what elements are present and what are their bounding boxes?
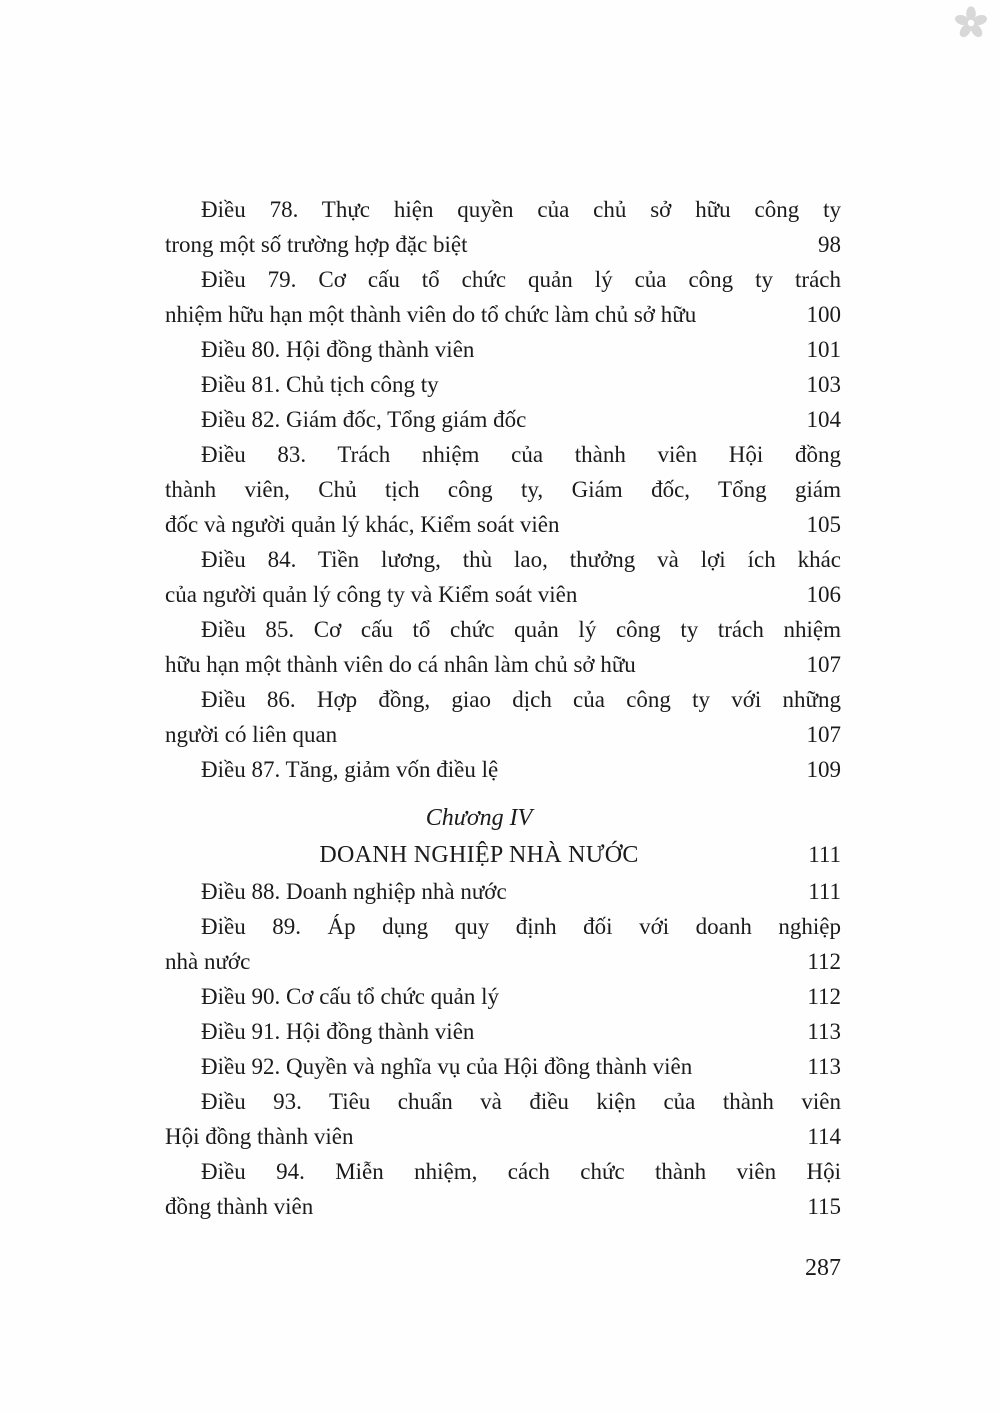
toc-page-ref: 114 xyxy=(807,1124,841,1149)
toc-page-ref: 100 xyxy=(806,302,841,327)
toc-line: Điều 94. Miễn nhiệm, cách chức thành viên Hội xyxy=(201,1159,841,1184)
toc-line xyxy=(165,332,841,367)
toc-entry xyxy=(165,542,841,612)
toc-line xyxy=(165,297,841,332)
chapter-page-ref: 111 xyxy=(808,842,841,867)
flower-ornament-icon xyxy=(954,6,988,40)
toc-line xyxy=(165,1189,841,1224)
toc-line xyxy=(165,1014,841,1049)
toc-entry xyxy=(165,437,841,542)
toc-page-ref: 112 xyxy=(807,984,841,1009)
toc-page-ref: 111 xyxy=(808,879,841,904)
toc-line: Điều 85. Cơ cấu tổ chức quản lý công ty trách nhiệm xyxy=(201,617,841,642)
toc-page-ref: 113 xyxy=(807,1019,841,1044)
toc-line xyxy=(165,367,841,402)
toc-line xyxy=(165,874,841,909)
toc-line xyxy=(165,647,841,682)
toc-page-ref: 98 xyxy=(818,232,841,257)
toc-page-ref: 105 xyxy=(806,512,841,537)
toc-page-ref: 113 xyxy=(807,1054,841,1079)
toc-line xyxy=(165,402,841,437)
toc-page-ref: 107 xyxy=(806,652,841,677)
toc-entry-text: Điều 90. Cơ cấu tổ chức quản lý xyxy=(201,984,500,1009)
toc-page-ref: 104 xyxy=(806,407,841,432)
toc-entry xyxy=(165,1154,841,1224)
toc-line xyxy=(165,577,841,612)
toc-entry xyxy=(165,1049,841,1084)
toc-entry-text: Hội đồng thành viên xyxy=(165,1124,354,1149)
toc-entry-text: nhiệm hữu hạn một thành viên do tổ chức làm chủ sở hữu xyxy=(165,302,697,327)
toc-entry-text: đồng thành viên xyxy=(165,1194,314,1219)
chapter-kicker: Chương IV xyxy=(425,805,533,831)
toc-page-ref: 101 xyxy=(806,337,841,362)
toc-entry-text: của người quản lý công ty và Kiểm soát viên xyxy=(165,582,578,607)
toc-line xyxy=(165,944,841,979)
toc-entry-text: Điều 91. Hội đồng thành viên xyxy=(201,1019,475,1044)
chapter-heading xyxy=(165,801,841,874)
toc-entry-text: Điều 92. Quyền và nghĩa vụ của Hội đồng thành viên xyxy=(201,1054,693,1079)
toc-line: Điều 86. Hợp đồng, giao dịch của công ty với những xyxy=(201,687,841,712)
toc-entry-text: đốc và người quản lý khác, Kiểm soát viên xyxy=(165,512,560,537)
toc-line xyxy=(165,752,841,787)
toc-entry-text: Điều 87. Tăng, giảm vốn điều lệ xyxy=(201,757,499,782)
chapter-title: DOANH NGHIỆP NHÀ NƯỚC xyxy=(319,842,639,868)
toc-line: Điều 84. Tiền lương, thù lao, thưởng và lợi ích khác xyxy=(201,547,841,572)
toc-line xyxy=(165,1049,841,1084)
toc-line xyxy=(165,227,841,262)
toc-entry xyxy=(165,402,841,437)
toc-entry-text: Điều 88. Doanh nghiệp nhà nước xyxy=(201,879,507,904)
toc-entry xyxy=(165,367,841,402)
toc-line: Điều 78. Thực hiện quyền của chủ sở hữu công ty xyxy=(201,197,841,222)
toc-entry xyxy=(165,332,841,367)
toc-line: Điều 89. Áp dụng quy định đối với doanh nghiệp xyxy=(201,914,841,939)
toc-entry-text: nhà nước xyxy=(165,949,251,974)
toc-entry xyxy=(165,612,841,682)
toc-line: thành viên, Chủ tịch công ty, Giám đốc, Tổng giám xyxy=(165,477,841,502)
toc-line xyxy=(165,979,841,1014)
toc-page-ref: 115 xyxy=(807,1194,841,1219)
toc-page-ref: 106 xyxy=(806,582,841,607)
table-of-contents xyxy=(165,192,841,1224)
toc-line xyxy=(165,1119,841,1154)
toc-entry xyxy=(165,192,841,262)
toc-entry xyxy=(165,682,841,752)
toc-entries-before-chapter xyxy=(165,192,841,787)
chapter-title-row xyxy=(165,836,841,874)
page-number: 287 xyxy=(805,1255,841,1281)
toc-entry-text: người có liên quan xyxy=(165,722,338,747)
toc-page-ref: 107 xyxy=(806,722,841,747)
toc-line xyxy=(165,507,841,542)
toc-line xyxy=(165,717,841,752)
toc-entry xyxy=(165,979,841,1014)
toc-entries-after-chapter xyxy=(165,874,841,1224)
toc-line: Điều 83. Trách nhiệm của thành viên Hội đồng xyxy=(201,442,841,467)
toc-line: Điều 79. Cơ cấu tổ chức quản lý của công ty trách xyxy=(201,267,841,292)
toc-line: Điều 93. Tiêu chuẩn và điều kiện của thành viên xyxy=(201,1089,841,1114)
toc-page-ref: 112 xyxy=(807,949,841,974)
toc-entry xyxy=(165,874,841,909)
toc-page-ref: 103 xyxy=(806,372,841,397)
toc-entry xyxy=(165,1014,841,1049)
toc-entry-text: Điều 80. Hội đồng thành viên xyxy=(201,337,475,362)
toc-entry xyxy=(165,262,841,332)
toc-entry-text: Điều 81. Chủ tịch công ty xyxy=(201,372,439,397)
toc-page-ref: 109 xyxy=(806,757,841,782)
toc-entry xyxy=(165,909,841,979)
toc-entry xyxy=(165,752,841,787)
toc-entry-text: trong một số trường hợp đặc biệt xyxy=(165,232,468,257)
toc-entry-text: hữu hạn một thành viên do cá nhân làm chủ sở hữu xyxy=(165,652,636,677)
toc-entry-text: Điều 82. Giám đốc, Tổng giám đốc xyxy=(201,407,527,432)
toc-entry xyxy=(165,1084,841,1154)
